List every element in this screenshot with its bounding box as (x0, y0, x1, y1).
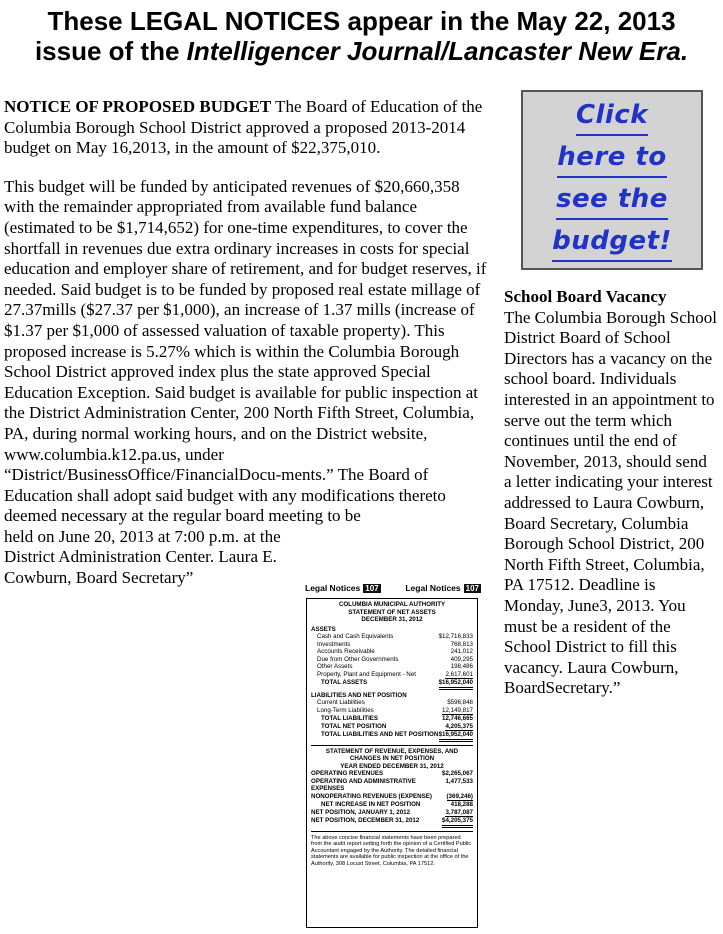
row-value: $12,716,833 (438, 633, 473, 640)
row-label: TOTAL LIABILITIES AND NET POSITION (321, 731, 439, 738)
row-value: $4,205,375 (442, 817, 473, 828)
net-position-jan-row (311, 809, 473, 818)
divider (311, 831, 473, 832)
statement-title: COLUMBIA MUNICIPAL AUTHORITY (338, 601, 446, 608)
table-row (311, 656, 473, 664)
clipping-header (305, 580, 481, 596)
row-value: $16,952,040 (439, 679, 473, 690)
budget-link-line-2: here to (557, 138, 666, 178)
statement-2-subtitle: CHANGES IN NET POSITION (349, 755, 435, 762)
vacancy-title: School Board Vacancy (504, 287, 667, 306)
budget-link-line-1: Click (576, 96, 648, 136)
row-value: 418,288 (450, 801, 473, 808)
headline-line-1: These LEGAL NOTICES appear in the May 22, 2013 (47, 6, 676, 36)
row-label: OPERATING REVENUES (311, 770, 384, 777)
row-label: NET POSITION, DECEMBER 31, 2012 (311, 817, 420, 824)
table-row (311, 707, 473, 716)
see-budget-link-button[interactable] (521, 90, 703, 270)
clipping-header-right (405, 580, 481, 596)
table-row (311, 648, 473, 656)
school-board-vacancy-notice (504, 287, 718, 699)
row-label: OPERATING AND ADMINISTRATIVE EXPENSES (311, 777, 416, 792)
notice-paragraph-2: This budget will be funded by anticipated revenues of $20,660,358 with the remainder appropriated from available fund balance (estimated to be $1,714,652) for one-time expenditures, to cover the shortfall in revenues due extra ordinary increases in costs for special education and employer share of retirement, and for budget reserves, if needed. Said budget is to be funded by proposed real estate millage of 27.37mills ($27.37 per $1,000), an increase of 1.37 mills (increase of $1.37 per $1,000 of assessed valuation of taxable property). This proposed increase is 5.27% which is within the Columbia Borough School District approved index plus the state approved Special Education Exception. Said budget is available for public inspection at the District Administration Center, 200 North Fifth Street, Columbia, PA, during normal working hours, and on the District website, www.columbia.k12.pa.us, under “District/BusinessOffice/FinancialDocu-ments.” The Board of Education shall adopt said budget with any modifications thereto deemed necessary at the regular board meeting to be (4, 176, 487, 526)
statement-footnote: The above concise financial statements have been prepared from the audit report setting forth the opinion of a Certified Public Accountant engaged by the Authority. The detailed financial statements are available for public inspection at the office of the Authority, 308 Locust Street, Columbia, PA 17512. (311, 834, 472, 867)
statement-2-title: STATEMENT OF REVENUE, EXPENSES, AND (325, 747, 459, 755)
table-row (311, 671, 473, 680)
row-value: 4,205,375 (445, 722, 473, 730)
notice-intro: The Board of Education of the Columbia Borough School District approved a proposed 2013-2014 budget on May 16,2013, in the amount of $22,375,010. (4, 97, 483, 158)
notice-heading: NOTICE OF PROPOSED BUDGET (4, 97, 272, 116)
row-label: Current Liabilities (317, 699, 365, 706)
headline-line-2 (0, 36, 723, 66)
clipping-section-label: Legal Notices (305, 583, 361, 593)
operating-revenues-row (311, 770, 473, 778)
clipping-section-label: Legal Notices (405, 583, 461, 593)
row-value: 3,787,087 (445, 808, 473, 816)
total-liabilities-net-row (311, 731, 473, 742)
assets-heading: ASSETS (311, 625, 336, 633)
budget-link-line-4: budget! (552, 222, 672, 262)
headline-line-2-prefix: issue of the (34, 36, 187, 66)
total-assets-row (311, 679, 473, 690)
row-value: 198,486 (450, 663, 473, 670)
vacancy-body: The Columbia Borough School District Board of School Directors has a vacancy on the school board. Individuals interested in an appointment to serve out the term which continues until the end of November, 2013, should send a letter indicating your interest addressed to Laura Cowburn, Board Secretary, Columbia Borough School District, 200 North Fifth Street, Columbia, PA 17512. Deadline is Monday, June3, 2013. You must be a resident of the School District to fill this vacancy. Laura Cowburn, BoardSecretary.” (504, 307, 717, 698)
row-value: 12,149,817 (442, 706, 473, 714)
row-value: 2,617,601 (445, 670, 473, 678)
row-value: $2,265,067 (442, 770, 473, 777)
row-label: NET INCREASE IN NET POSITION (321, 801, 421, 808)
row-label: Due from Other Governments (317, 655, 399, 663)
row-label: NONOPERATING REVENUES (EXPENSE) (311, 792, 432, 800)
table-row (311, 699, 473, 707)
notice-closing: held on June 20, 2013 at 7:00 p.m. at the District Administration Center. Laura E. Cowburn, Board Secretary” (4, 526, 281, 588)
row-value: 12,746,665 (442, 715, 473, 722)
table-row (311, 663, 473, 671)
total-net-position-row (311, 723, 473, 732)
statement-2-date: YEAR ENDED DECEMBER 31, 2012 (340, 762, 444, 770)
row-label: TOTAL LIABILITIES (321, 715, 379, 722)
row-label: Long-Term Liabilities (317, 706, 374, 714)
row-label: Other Assets (317, 663, 353, 670)
row-label: NET POSITION, JANUARY 1, 2012 (311, 808, 411, 816)
row-label: Investments (317, 640, 351, 648)
row-value: 409,295 (450, 655, 473, 663)
budget-notice (4, 97, 490, 589)
clipping-section-number: 107 (365, 583, 379, 593)
budget-link-line-3: see the (556, 180, 668, 220)
divider (311, 745, 473, 746)
financial-statement (306, 598, 478, 928)
row-value: (369,246) (446, 792, 473, 800)
total-liabilities-row (311, 715, 473, 723)
row-label: TOTAL NET POSITION (321, 722, 387, 730)
row-value: 768,813 (450, 640, 473, 648)
page-headline (0, 6, 723, 66)
headline-publication: Intelligencer Journal/Lancaster New Era. (186, 36, 689, 66)
operating-expenses-row (311, 778, 473, 793)
table-row (311, 633, 473, 641)
notice-paragraph-1 (4, 97, 490, 159)
newspaper-clipping (305, 580, 481, 930)
liabilities-heading: LIABILITIES AND NET POSITION (311, 691, 407, 699)
row-label: Cash and Cash Equivalents (317, 633, 394, 640)
row-label: Property, Plant and Equipment - Net (317, 670, 416, 678)
row-label: TOTAL ASSETS (321, 679, 368, 686)
row-label: Accounts Receivable (317, 648, 375, 655)
clipping-section-number: 107 (465, 583, 479, 593)
row-value: 241,012 (450, 648, 473, 655)
net-position-dec-row (311, 817, 473, 828)
nonoperating-row (311, 793, 473, 802)
row-value: 1,477,533 (445, 777, 473, 785)
row-value: $16,952,040 (439, 731, 473, 742)
row-value: $596,848 (447, 699, 473, 706)
table-row (311, 641, 473, 649)
net-increase-row (311, 801, 473, 809)
statement-date: DECEMBER 31, 2012 (361, 616, 423, 623)
clipping-header-left (305, 580, 381, 596)
statement-subtitle: STATEMENT OF NET ASSETS (348, 608, 436, 616)
